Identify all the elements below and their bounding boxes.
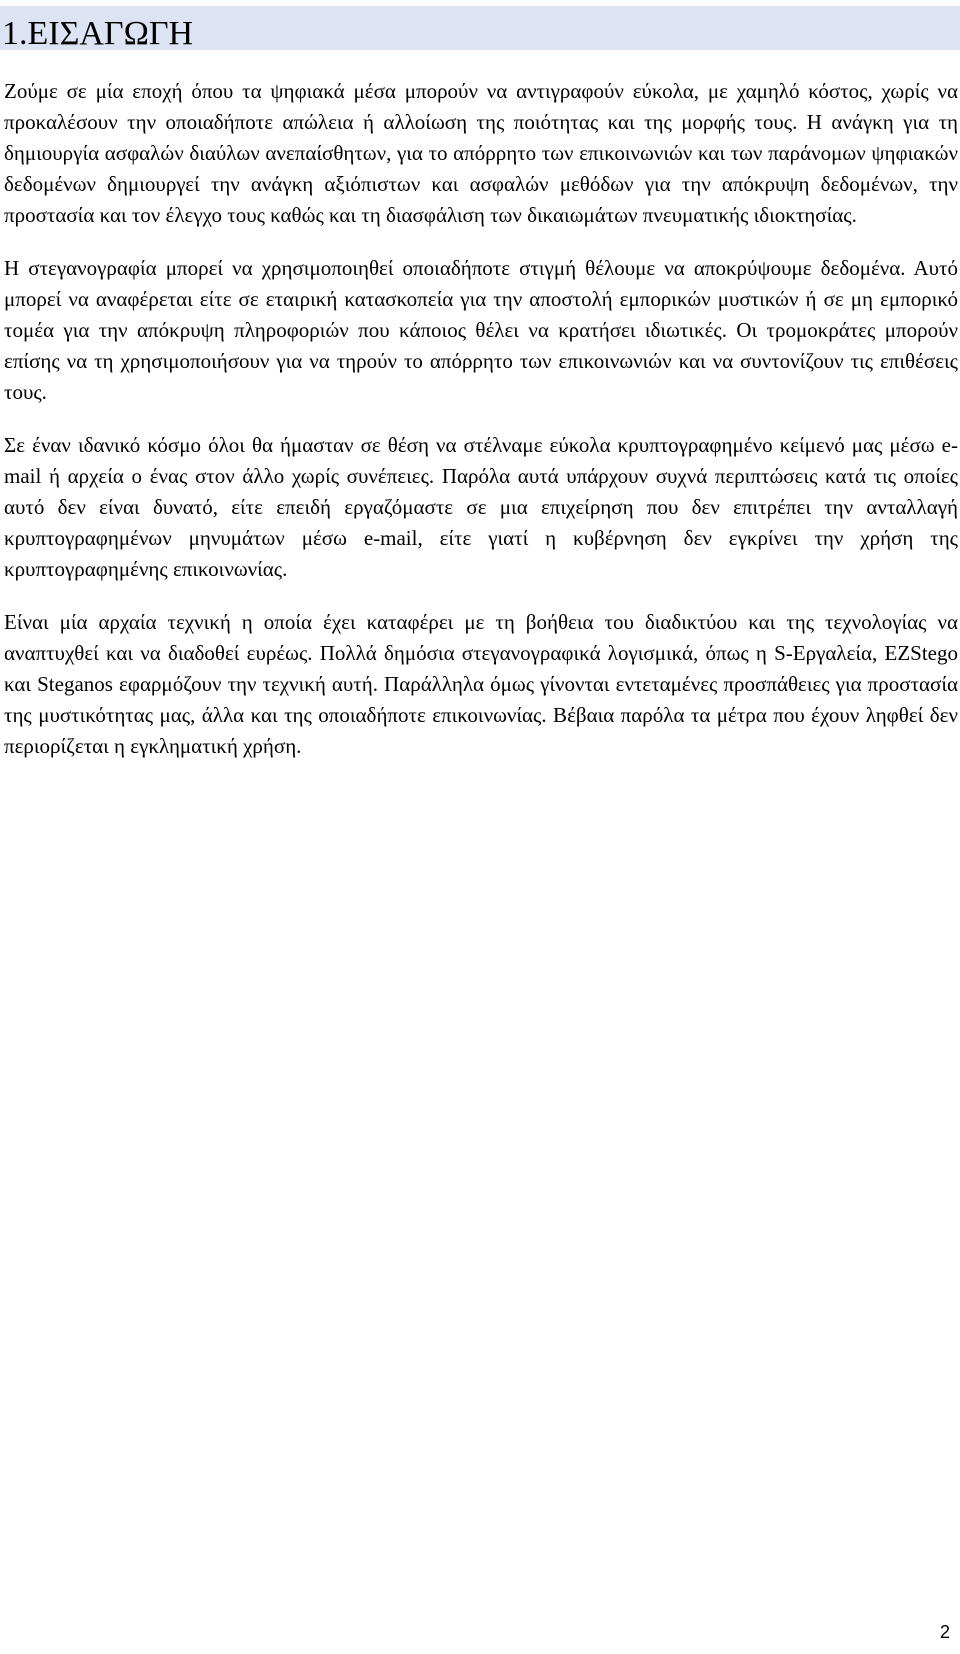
section-heading: 1.ΕΙΣΑΓΩΓΗ [2,15,194,52]
body-text [4,76,958,762]
paragraph-4: Είναι μία αρχαία τεχνική η οποία έχει καταφέρει με τη βοήθεια του διαδικτύου και της τεχνολογίας να αναπτυχθεί και να διαδοθεί ευρέως. Πολλά δημόσια στεγανογραφικά λογισμικά, όπως η S-Εργαλεία, EZStego και Steganos εφαρμόζουν την τεχνική αυτή. Παράλληλα όμως γίνονται εντεταμένες προσπάθειες για προστασία της μυστικότητας μας, άλλα και της οποιαδήποτε επικοινωνίας. Βέβαια παρόλα τα μέτρα που έχουν ληφθεί δεν περιορίζεται η εγκληματική χρήση. [4,610,958,758]
heading-bar [0,6,960,50]
paragraph-1: Ζούμε σε μία εποχή όπου τα ψηφιακά μέσα μπορούν να αντιγραφούν εύκολα, με χαμηλό κόστος, χωρίς να προκαλέσουν την οποιαδήποτε απώλεια ή αλλοίωση της ποιότητας και της μορφής τους. Η ανάγκη για τη δημιουργία ασφαλών διαύλων ανεπαίσθητων, για το απόρρητο των επικοινωνιών και των παράνομων ψηφιακών δεδομένων δημιουργεί την ανάγκη αξιόπιστων και ασφαλών μεθόδων για την απόκρυψη δεδομένων, την προστασία και τον έλεγχο τους καθώς και τη διασφάλιση των δικαιωμάτων πνευματικής ιδιοκτησίας. [4,79,958,227]
paragraph-2: Η στεγανογραφία μπορεί να χρησιμοποιηθεί οποιαδήποτε στιγμή θέλουμε να αποκρύψουμε δεδομένα. Αυτό μπορεί να αναφέρεται είτε σε εταιρική κατασκοπεία για την αποστολή εμπορικών μυστικών ή σε μη εμπορικό τομέα για την απόκρυψη πληροφοριών που κάποιος θέλει να κρατήσει ιδιωτικές. Οι τρομοκράτες μπορούν επίσης να τη χρησιμοποιήσουν για να τηρούν το απόρρητο των επικοινωνιών και να συντονίζουν τις επιθέσεις τους. [4,256,958,404]
page-number: 2 [939,1622,950,1642]
paragraph-3: Σε έναν ιδανικό κόσμο όλοι θα ήμασταν σε θέση να στέλναμε εύκολα κρυπτογραφημένο κείμενό μας μέσω e-mail ή αρχεία ο ένας στον άλλο χωρίς συνέπειες. Παρόλα αυτά υπάρχουν συχνά περιπτώσεις κατά τις οποίες αυτό δεν είναι δυνατό, είτε επειδή εργαζόμαστε σε μια επιχείρηση που δεν επιτρέπει την ανταλλαγή κρυπτογραφημένων μηνυμάτων μέσω e-mail, είτε γιατί η κυβέρνηση δεν εγκρίνει την χρήση της κρυπτογραφημένης επικοινωνίας. [4,433,958,581]
